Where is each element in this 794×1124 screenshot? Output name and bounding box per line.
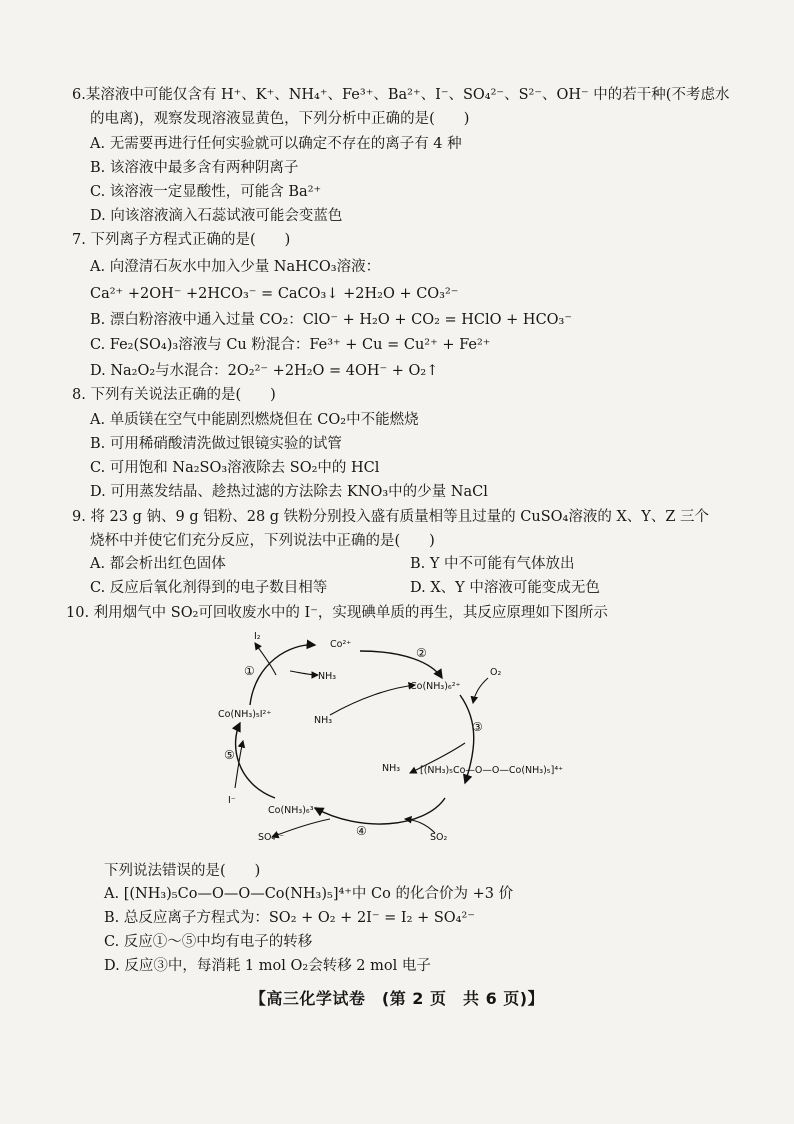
q6-option-c: C. 该溶液一定显酸性，可能含 Ba²⁺ [90,184,322,200]
q7-stem: 7. 下列离子方程式正确的是( ) [72,232,291,248]
step-1-marker: ① [244,664,255,678]
arc-step5 [236,723,275,798]
q9-stem-line2: 烧杯中并使它们充分反应，下列说法中正确的是( ) [90,533,435,549]
branch-nh3-top [290,671,318,675]
q8-stem: 8. 下列有关说法正确的是( ) [72,387,276,403]
step-4-marker: ④ [356,824,367,838]
q9-option-a: A. 都会析出红色固体 [90,556,226,572]
q10-option-c: C. 反应①～⑤中均有电子的转移 [104,934,313,950]
q8-option-c: C. 可用饱和 Na₂SO₃溶液除去 SO₂中的 HCl [90,460,380,476]
q8-option-d: D. 可用蒸发结晶、趁热过滤的方法除去 KNO₃中的少量 NaCl [90,484,488,500]
step-5-marker: ⑤ [224,748,235,762]
reaction-cycle-diagram [210,623,570,843]
q9-option-b: B. Y 中不可能有气体放出 [410,556,575,572]
arc-step4 [315,798,445,824]
branch-o2 [473,678,488,703]
arc-step1 [250,645,315,705]
label-co-nh3-6-2: Co(NH₃)₆²⁺ [410,681,461,692]
q9-option-d: D. X、Y 中溶液可能变成无色 [410,580,600,596]
label-so4: SO₄²⁻ [258,832,285,843]
q6-option-b: B. 该溶液中最多含有两种阴离子 [90,160,299,176]
q9-stem-line1: 9. 将 23 g 钠、9 g 铝粉、28 g 铁粉分别投入盛有质量相等且过量的 CuSO₄溶液的 X、Y、Z 三个 [72,509,710,525]
q10-option-b: B. 总反应离子方程式为：SO₂ + O₂ + 2I⁻ = I₂ + SO₄²⁻ [104,910,475,926]
label-o2: O₂ [490,667,502,678]
q7-option-a-equation: Ca²⁺ +2OH⁻ +2HCO₃⁻ = CaCO₃↓ +2H₂O + CO₃²⁻ [90,286,459,302]
q8-option-b: B. 可用稀硝酸清洗做过银镜实验的试管 [90,436,342,452]
q9-option-c: C. 反应后氧化剂得到的电子数目相等 [90,580,328,596]
label-so2: SO₂ [430,832,448,843]
label-peroxo: [(NH₃)₅Co—O—O—Co(NH₃)₅]⁴⁺ [420,765,564,776]
q6-stem-line2: 的电离)，观察发现溶液显黄色，下列分析中正确的是( ) [90,111,470,127]
q7-option-c: C. Fe₂(SO₄)₃溶液与 Cu 粉混合：Fe³⁺ + Cu = Cu²⁺ + Fe²⁺ [90,337,491,353]
q6-option-d: D. 向该溶液滴入石蕊试液可能会变蓝色 [90,208,343,224]
q10-sub-stem: 下列说法错误的是( ) [104,863,261,879]
label-co-nh3-6-3: Co(NH₃)₆³⁺ [268,805,319,816]
q6-stem-line1: 6.某溶液中可能仅含有 H⁺、K⁺、NH₄⁺、Fe³⁺、Ba²⁺、I⁻、SO₄²⁻、S²⁻、OH⁻ 中的若干种(不考虑水 [72,87,730,103]
label-nh3-top: NH₃ [318,671,337,682]
branch-i2 [255,643,276,675]
label-nh3-low: NH₃ [382,763,401,774]
arc-step2 [360,651,442,678]
step-3-marker: ③ [472,720,483,734]
q7-option-d: D. Na₂O₂与水混合：2O₂²⁻ +2H₂O = 4OH⁻ + O₂↑ [90,363,439,379]
label-i-minus: I⁻ [228,795,236,806]
q10-option-d: D. 反应③中，每消耗 1 mol O₂会转移 2 mol 电子 [104,958,431,974]
branch-nh3-mid [330,685,415,715]
label-co-nh3-5-i: Co(NH₃)₅I²⁺ [218,709,272,720]
label-i2: I₂ [254,631,261,642]
q10-stem: 10. 利用烟气中 SO₂可回收废水中的 I⁻，实现碘单质的再生，其反应原理如下图所示 [66,605,608,621]
q7-option-a: A. 向澄清石灰水中加入少量 NaHCO₃溶液： [90,259,381,275]
q10-option-a: A. [(NH₃)₅Co—O—O—Co(NH₃)₅]⁴⁺中 Co 的化合价为 +3 价 [104,886,514,902]
step-2-marker: ② [416,646,427,660]
q6-option-a: A. 无需要再进行任何实验就可以确定不存在的离子有 4 种 [90,136,462,152]
label-co2: Co²⁺ [330,639,352,650]
label-nh3-mid: NH₃ [314,715,333,726]
branch-so2 [405,819,435,833]
q7-option-b: B. 漂白粉溶液中通入过量 CO₂：ClO⁻ + H₂O + CO₂ = HClO + HCO₃⁻ [90,312,573,328]
q8-option-a: A. 单质镁在空气中能剧烈燃烧但在 CO₂中不能燃烧 [90,412,419,428]
page-footer: 【高三化学试卷 (第 2 页 共 6 页)】 [249,989,545,1008]
